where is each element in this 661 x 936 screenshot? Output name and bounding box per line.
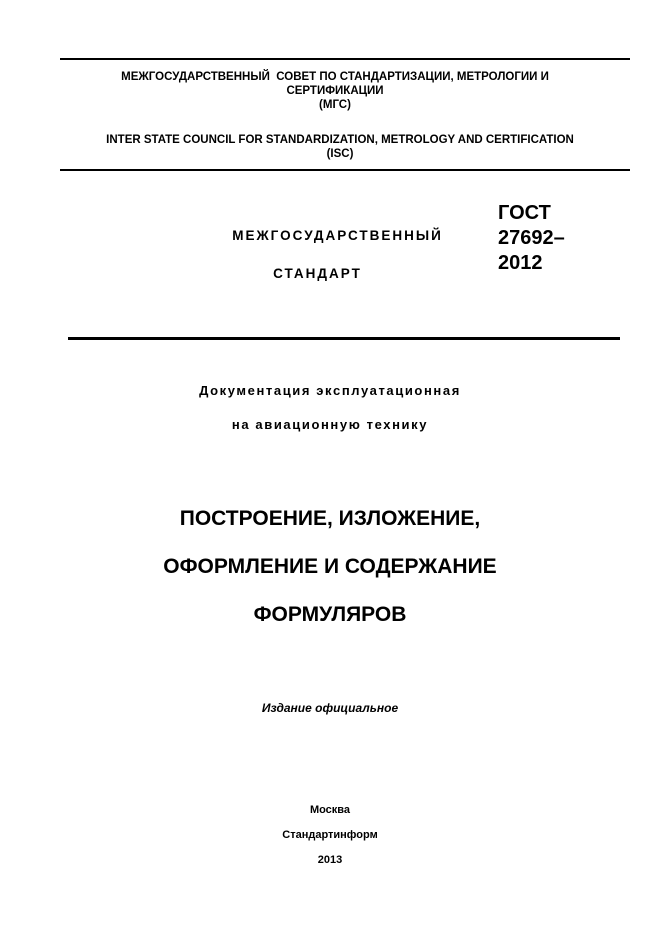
standard-type bbox=[180, 226, 495, 284]
gost-label: ГОСТ bbox=[498, 202, 551, 224]
edition-note: Издание официальное bbox=[261, 701, 399, 715]
title-line2: ОФОРМЛЕНИЕ И СОДЕРЖАНИЕ bbox=[163, 555, 497, 578]
gost-designation bbox=[498, 201, 565, 276]
council-en-line1: INTER STATE COUNCIL FOR STANDARDIZATION, METROLOGY AND CERTIFICATION bbox=[106, 134, 574, 146]
title-line1: ПОСТРОЕНИЕ, ИЗЛОЖЕНИЕ, bbox=[179, 507, 481, 530]
council-ru-line1: МЕЖГОСУДАРСТВЕННЫЙ СОВЕТ ПО СТАНДАРТИЗАЦИИ, МЕТРОЛОГИИ И bbox=[121, 71, 549, 83]
council-name-ru bbox=[70, 70, 600, 112]
title-line3: ФОРМУЛЯРОВ bbox=[253, 603, 407, 626]
imprint bbox=[60, 798, 600, 873]
imprint-city: Москва bbox=[309, 804, 351, 816]
subtitle-line1: Документация эксплуатационная bbox=[199, 383, 461, 398]
gost-year: 2012 bbox=[498, 252, 543, 274]
header-bottom-rule bbox=[60, 169, 630, 171]
council-ru-abbr: (МГС) bbox=[319, 99, 351, 111]
top-rule bbox=[60, 58, 630, 60]
standard-type-line2: СТАНДАРТ bbox=[273, 266, 362, 281]
council-en-abbr: (ISC) bbox=[326, 148, 354, 160]
council-ru-line2: СЕРТИФИКАЦИИ bbox=[286, 85, 384, 97]
imprint-year: 2013 bbox=[317, 854, 343, 866]
gost-number: 27692– bbox=[498, 227, 565, 249]
subtitle-line2: на авиационную технику bbox=[231, 417, 429, 432]
standard-type-line1: МЕЖГОСУДАРСТВЕННЫЙ bbox=[232, 228, 443, 243]
imprint-publisher: Стандартинформ bbox=[282, 829, 378, 841]
document-subtitle bbox=[60, 374, 600, 442]
document-title bbox=[60, 495, 600, 639]
middle-rule bbox=[68, 337, 620, 340]
council-name-en bbox=[60, 133, 620, 161]
